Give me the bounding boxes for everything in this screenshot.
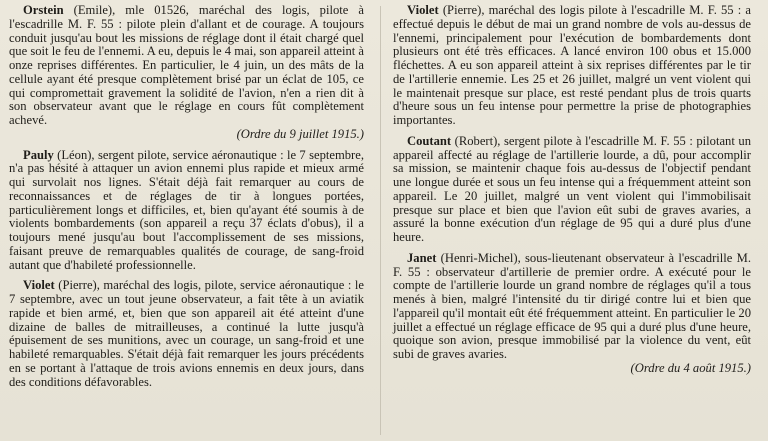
order-reference: (Ordre du 9 juillet 1915.) bbox=[236, 126, 364, 141]
citation-entry bbox=[9, 279, 364, 389]
column-divider bbox=[380, 6, 381, 435]
citation-entry bbox=[393, 252, 751, 376]
citation-text: (Henri-Michel), sous-lieutenant observateur à l'escadrille M. F. 55 : observateur d'artillerie de premier ordre. A exécuté pour le compte de l'artillerie lourde un grand nombre de réglages qu'il a tous menés à bien, malgré l'intensité du tir dirigé contre lui et bien que l'appareil qu'il montait eût été fréquemment atteint. En particulier le 20 juillet a effectué un réglage efficace de 95 qui a duré plus d'une heure, quoique son avion, presque immobilisé par la violence du vent, eût subi de graves avaries. bbox=[393, 250, 751, 361]
citation-entry bbox=[393, 135, 751, 245]
citation-name: Pauly bbox=[23, 147, 54, 162]
order-reference: (Ordre du 4 août 1915.) bbox=[630, 360, 751, 375]
citation-name: Violet bbox=[407, 3, 439, 17]
citation-name: Orstein bbox=[23, 3, 64, 17]
citation-text: (Pierre), maréchal des logis, pilote, service aéronautique : le 7 septembre, avec un tout jeune observateur, a fait tête à un aviatik rapide et bien armé, et, bien que son appareil ait été atteint d'une dizaine de balles de mitrailleuses, a continué la lutte jusqu'à épuisement de ses munitions, avec un courage, un sang-froid et une habileté remarquables. S'était déjà fait remarquer les jours précédents en se portant à l'attaque de trois avions ennemis en deux jours, dans des conditions défavorables. bbox=[9, 278, 364, 389]
citation-entry bbox=[9, 4, 364, 142]
citation-entry bbox=[393, 4, 751, 128]
right-column bbox=[393, 4, 751, 383]
left-column bbox=[9, 4, 364, 396]
citation-name: Janet bbox=[407, 250, 437, 265]
citation-text: (Pierre), maréchal des logis pilote à l'escadrille M. F. 55 : a effectué depuis le début de mai un grand nombre de vols au-dessus de l'ennemi, principalement pour l'exécution de bombardements dont plusieurs ont été très efficaces. A lancé environ 100 obus et 15.000 fléchettes. A eu son appareil atteint à six reprises différentes par le tir de l'artillerie ennemie. Les 25 et 26 juillet, malgré un vent violent qui le maintenait presque sur place, est resté pendant plus de trois quarts d'heure sous un feu intense pour permettre la prise de photographies importantes. bbox=[393, 3, 751, 127]
citation-entry bbox=[9, 149, 364, 273]
citation-name: Coutant bbox=[407, 133, 452, 148]
citation-name: Violet bbox=[23, 278, 55, 293]
citation-text: (Emile), mle 01526, maréchal des logis, pilote à l'escadrille M. F. 55 : pilote plein d'allant et de courage. A toujours conduit jusqu'au bout les missions de réglage dont il était chargé quel que soit le feu de l'ennemi. A eu, depuis le 4 mai, son appareil atteint à onze reprises différentes. En particulier, le 4 juin, un des mâts de la cellule ayant été presque complètement brisé par un éclat de 105, ce qui compromettait gravement la solidité de l'avion, n'en a rien dit à son observateur avant que le réglage en cours fût complètement achevé. bbox=[9, 3, 364, 127]
citation-text: (Léon), sergent pilote, service aéronautique : le 7 septembre, n'a pas hésité à attaquer un avion ennemi plus rapide et mieux armé qui survolait nos lignes. S'était déjà fait remarquer au cours de reconnaissances et de réglages de tir à longues portées, particulièrement longs et difficiles, et, bien qu'ayant été soumis à de violents bombardements (son appareil a reçu 37 éclats d'obus), il a toujours mené jusqu'au bout l'accomplissement de ses missions, faisant preuve de remarquables qualités de courage, de sang-froid autant que d'habileté professionnelle. bbox=[9, 147, 364, 272]
citation-text: (Robert), sergent pilote à l'escadrille M. F. 55 : pilotant un appareil affecté au réglage de l'artillerie lourde, a dû, pour accomplir sa mission, se maintenir chaque fois au-dessus de l'objectif pendant une longue durée et sous un feu intense qui a fréquemment atteint son appareil. Le 20 juillet, malgré un vent violent qui l'immobilisait presque sur place et bien que l'avion eût subi de graves avaries, a assuré la bonne exécution d'un réglage de 95 qui a duré plus d'une heure. bbox=[393, 133, 751, 244]
